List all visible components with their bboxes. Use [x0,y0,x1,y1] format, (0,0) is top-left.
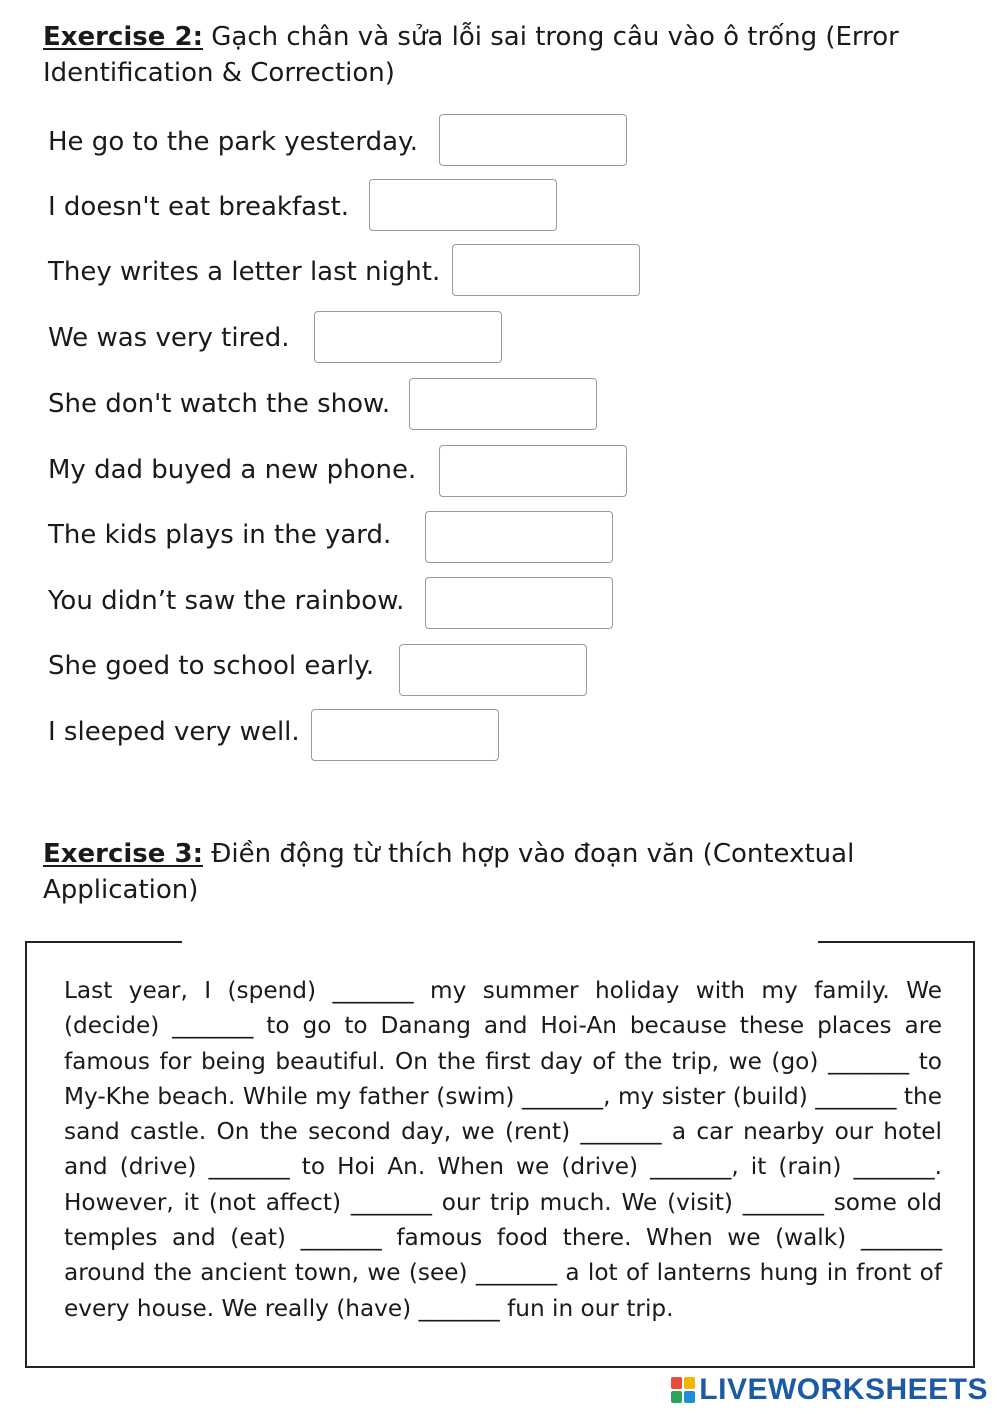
question-sentence: You didn’t saw the rainbow. [48,586,405,616]
question-sentence: The kids plays in the yard. [48,520,392,550]
answer-box[interactable] [409,378,597,430]
answer-box[interactable] [399,644,587,696]
answer-box[interactable] [425,511,613,563]
exercise-2-label: Exercise 2: [43,22,203,52]
question-row [48,245,440,299]
exercise-3-label: Exercise 3: [43,839,203,869]
question-sentence: She don't watch the show. [48,389,391,419]
question-row [48,508,391,562]
answer-box[interactable] [369,179,557,231]
question-row [48,311,289,365]
question-sentence: They writes a letter last night. [48,257,441,287]
question-row [48,574,404,628]
question-sentence: She goed to school early. [48,651,375,681]
question-row [48,377,390,431]
passage-text: Last year, I (spend) _______ my summer holiday with my family. We (decide) _______ to go to Danang and Hoi-An because these places are famous for being beautiful. On the first day of the trip, we (go) _______ to My-Khe beach. While my father (swim) _______, my sister (build) _______ the sand castle. On the second day, we (rent) _______ a car nearby our hotel and (drive) _______ to Hoi An. When we (drive) _______, it (rain) _______. However, it (not affect) _______ our trip much. We (visit) _______ some old temples and (eat) _______ famous food there. When we (walk) _______ around the ancient town, we (see) _______ a lot of lanterns hung in front of every house. We really (have) _______ fun in our trip. [64,977,942,1322]
answer-box[interactable] [439,445,627,497]
question-row [48,180,349,234]
exercise-3-instruction: Điền động từ thích hợp vào đoạn văn (Contextual Application) [43,839,855,905]
liveworksheets-logo-icon [671,1377,695,1403]
question-row [48,639,374,693]
answer-box[interactable] [425,577,613,629]
question-sentence: I doesn't eat breakfast. [48,192,350,222]
question-sentence: We was very tired. [48,323,290,353]
question-row [48,115,418,169]
answer-box[interactable] [314,311,502,363]
question-row [48,443,416,497]
question-row [48,705,300,759]
exercise-2-heading [43,19,953,91]
exercise-3-heading [43,836,953,908]
brand-text: LIVEWORKSHEETS [699,1373,988,1406]
question-sentence: I sleeped very well. [48,717,300,747]
question-sentence: My dad buyed a new phone. [48,455,417,485]
question-sentence: He go to the park yesterday. [48,127,418,157]
answer-box[interactable] [439,114,627,166]
answer-box[interactable] [311,709,499,761]
answer-box[interactable] [452,244,640,296]
liveworksheets-brand [671,1373,988,1407]
exercise-2-instruction: Gạch chân và sửa lỗi sai trong câu vào ô trống (Error Identification & Correction) [43,22,899,88]
